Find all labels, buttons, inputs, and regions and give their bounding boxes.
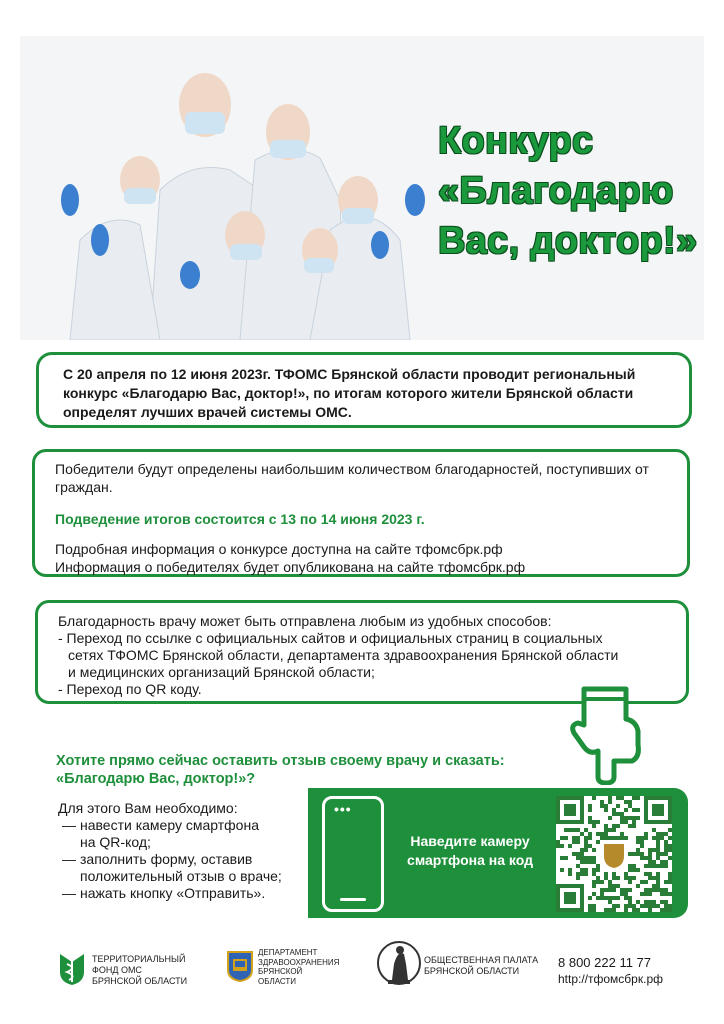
hotline-phone[interactable]: 8 800 222 11 77 — [558, 955, 652, 970]
info-winners: Информация о победителях будет опубликована на сайте тфомсбрк.рф — [55, 559, 526, 575]
winners-text: Победители будут определены наибольшим количеством благодарностей, поступивших от граждан. — [55, 461, 649, 495]
website-link[interactable]: http://тфомсбрк.рф — [558, 972, 663, 986]
step-3: — нажать кнопку «Отправить». — [62, 885, 266, 901]
public-chamber-name: ОБЩЕСТВЕННАЯ ПАЛАТА БРЯНСКОЙ ОБЛАСТИ — [424, 955, 539, 976]
doctors-illustration — [40, 40, 430, 340]
tfoms-name: ТЕРРИТОРИАЛЬНЫЙ ФОНД ОМС БРЯНСКОЙ ОБЛАСТИ — [92, 954, 188, 986]
call-to-action: Хотите прямо сейчас оставить отзыв своему врачу и сказать: «Благодарю Вас, доктор!»? — [56, 753, 505, 787]
smartphone-icon — [322, 796, 384, 912]
step-1: — навести камеру смартфона на QR-код; — [62, 817, 259, 850]
phone-home-bar — [340, 898, 366, 901]
summary-dates: Подведение итогов состоится с 13 по 14 июня 2023 г. — [55, 511, 425, 527]
method-qr: - Переход по QR коду. — [58, 681, 202, 697]
health-dept-name: ДЕПАРТАМЕНТ ЗДРАВООХРАНЕНИЯ БРЯНСКОЙ ОБЛАСТИ — [258, 948, 340, 986]
steps-list — [58, 800, 318, 902]
steps-title: Для этого Вам необходимо: — [58, 800, 238, 816]
contest-title: Конкурс «Благодарю Вас, доктор!» — [438, 120, 698, 262]
method-link-line2: сетях ТФОМС Брянской области, департамента здравоохранения Брянской области — [68, 647, 619, 663]
info-details: Подробная информация о конкурсе доступна на сайте тфомсбрк.рф — [55, 541, 503, 557]
qr-code[interactable] — [556, 796, 672, 912]
intro-box — [36, 352, 692, 428]
qr-instruction: Наведите камеру смартфона на код — [407, 833, 533, 868]
winners-box — [32, 449, 690, 577]
health-dept-emblem-icon — [226, 950, 254, 982]
intro-text: С 20 апреля по 12 июня 2023г. ТФОМС Брянской области проводит региональный конкурс «Благодарю Вас, доктор!», по итогам которого жители Брянской области определят лучших врачей системы ОМС. — [63, 366, 636, 420]
method-link-line1: - Переход по ссылке с официальных сайтов и официальных страниц в социальных — [58, 630, 603, 646]
step-2: — заполнить форму, оставив положительный отзыв о враче; — [62, 851, 282, 884]
phone-dots: ••• — [334, 801, 352, 817]
method-link-line3: и медицинских организаций Брянской области; — [68, 664, 375, 680]
tfoms-logo-icon — [56, 950, 88, 986]
public-chamber-emblem-icon — [376, 938, 422, 988]
pointing-hand-icon — [556, 685, 652, 785]
methods-intro: Благодарность врачу может быть отправлена любым из удобных способов: — [58, 613, 552, 629]
